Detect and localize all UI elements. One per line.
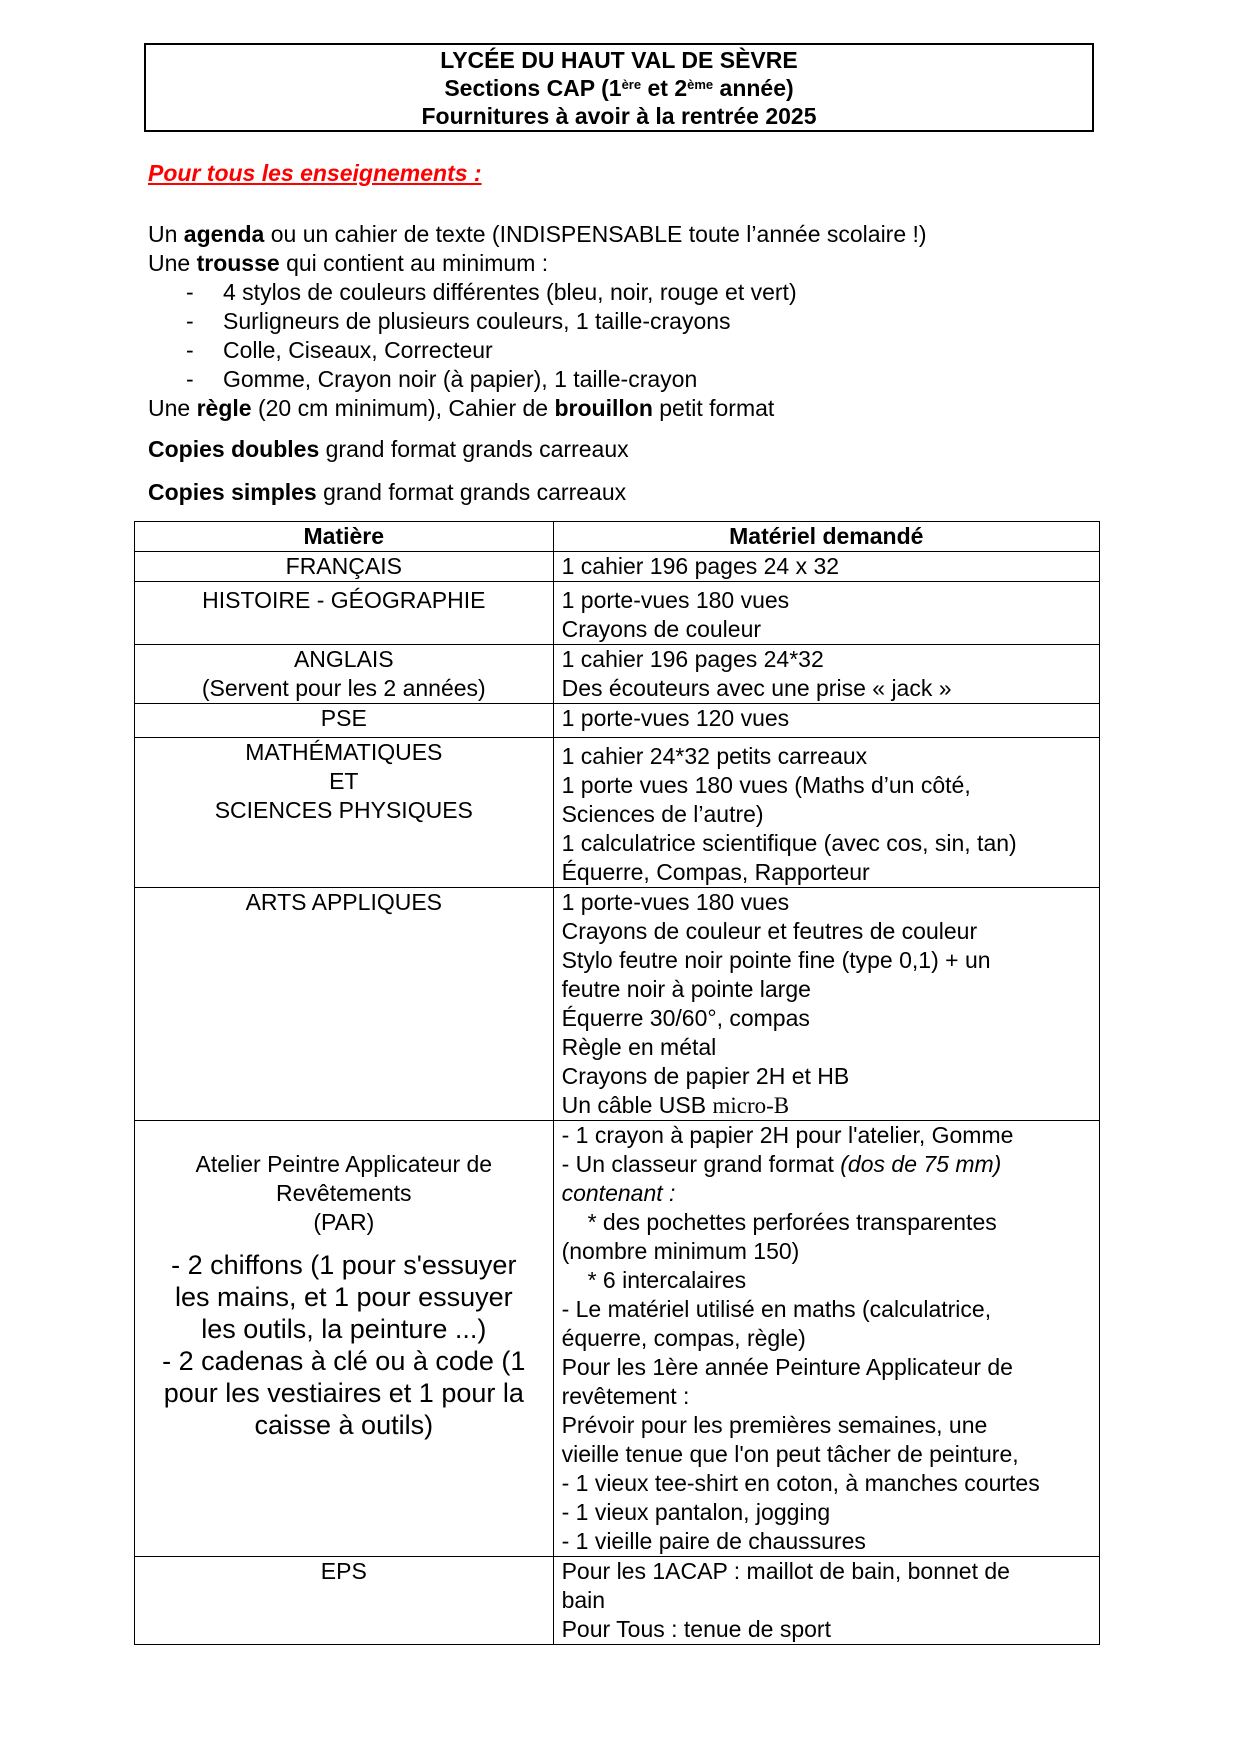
material-line: Des écouteurs avec une prise « jack »: [561, 675, 952, 701]
text: (20 cm minimum), Cahier de: [251, 395, 555, 421]
material-line: Crayons de couleur et feutres de couleur: [561, 918, 978, 944]
subject-line: Revêtements: [276, 1180, 412, 1206]
text-bold: règle: [196, 395, 252, 421]
list-item-text: Surligneurs de plusieurs couleurs, 1 taille-crayons: [223, 308, 731, 334]
copies-simples: [148, 479, 626, 506]
material-cell: [553, 645, 1099, 704]
text-bold: brouillon: [554, 395, 653, 421]
list-item: [148, 336, 927, 365]
subject-cell: PSE: [135, 704, 554, 738]
agenda-line: [148, 220, 927, 249]
header-subject: Matière: [135, 522, 554, 552]
material-line: bain: [561, 1587, 606, 1613]
title-box: [144, 43, 1094, 132]
general-supplies: [148, 220, 927, 423]
list-item: [148, 307, 927, 336]
subject-cell: [135, 645, 554, 704]
material-line: [562, 1091, 1091, 1120]
list-item-text: Gomme, Crayon noir (à papier), 1 taille-crayon: [223, 366, 698, 392]
subject-extra-line: pour les vestiaires et 1 pour la: [163, 1378, 524, 1408]
material-cell: [553, 1557, 1099, 1645]
dash: -: [186, 308, 194, 334]
material-line: 1 cahier 196 pages 24*32: [561, 646, 824, 672]
text-bold: trousse: [196, 250, 280, 276]
material-line: Sciences de l’autre): [561, 801, 764, 827]
text: ou un cahier de texte (INDISPENSABLE toute l’année scolaire !): [264, 221, 927, 247]
material-cell: [553, 888, 1099, 1121]
subject-extra-line: - 2 chiffons (1 pour s'essuyer: [171, 1250, 517, 1280]
text-bold: Copies simples: [148, 479, 317, 505]
material-line: - 1 vieux tee-shirt en coton, à manches courtes: [561, 1470, 1040, 1496]
material-line: revêtement :: [561, 1383, 690, 1409]
material-cell: [553, 552, 1099, 582]
list-item-text: Colle, Ciseaux, Correcteur: [223, 337, 493, 363]
table-row: [135, 1557, 1100, 1645]
school-name: LYCÉE DU HAUT VAL DE SÈVRE: [440, 47, 798, 73]
list-item: [148, 278, 927, 307]
subject-cell: EPS: [135, 1557, 554, 1645]
sections-text: Sections CAP (1: [444, 75, 622, 101]
subject-line: SCIENCES PHYSIQUES: [214, 797, 473, 823]
material-line: Équerre, Compas, Rapporteur: [561, 859, 870, 885]
table-header-row: [135, 522, 1100, 552]
text: grand format grands carreaux: [319, 436, 629, 462]
material-line: Prévoir pour les premières semaines, une: [561, 1412, 988, 1438]
subject-line: ET: [329, 768, 359, 794]
material-line: Règle en métal: [561, 1034, 717, 1060]
table-row: [135, 738, 1100, 888]
supplies-title: Fournitures à avoir à la rentrée 2025: [421, 103, 817, 129]
sections-line: [146, 74, 1092, 102]
subject-cell: [135, 1121, 554, 1557]
material-cell: [553, 738, 1099, 888]
material-line: * 6 intercalaires: [587, 1267, 747, 1293]
subject-extra-line: les outils, la peinture ...): [201, 1314, 487, 1344]
material-line: [562, 1150, 1091, 1179]
text: grand format grands carreaux: [316, 479, 627, 505]
supplies-table: [134, 521, 1100, 1645]
material-line: Pour les 1ACAP : maillot de bain, bonnet de: [561, 1558, 1010, 1584]
material-cell: [553, 704, 1099, 738]
sections-text: année): [713, 75, 794, 101]
copies-doubles: [148, 436, 629, 463]
material-line: équerre, compas, règle): [561, 1325, 806, 1351]
text-italic: (dos de 75 mm): [840, 1151, 1002, 1177]
text: qui contient au minimum :: [279, 250, 549, 276]
dash: -: [186, 279, 194, 305]
subject-line: MATHÉMATIQUES: [245, 739, 443, 765]
text-serif: micro-B: [712, 1093, 790, 1118]
material-line: [562, 1179, 1091, 1208]
material-line: - 1 vieille paire de chaussures: [561, 1528, 866, 1554]
material-line: (nombre minimum 150): [561, 1238, 800, 1264]
material-cell: [553, 582, 1099, 645]
text: Un: [148, 221, 184, 247]
text: Un câble USB: [561, 1092, 713, 1118]
table-row: [135, 888, 1100, 1121]
material-line: - 1 vieux pantalon, jogging: [561, 1499, 831, 1525]
text: Une: [148, 395, 197, 421]
subject-line: ANGLAIS: [293, 646, 394, 672]
subject-extra-line: caisse à outils): [254, 1410, 434, 1440]
subject-line: Atelier Peintre Applicateur de: [195, 1151, 493, 1177]
material-line: 1 porte-vues 120 vues: [561, 705, 790, 731]
sections-text: et 2: [641, 75, 688, 101]
section-title: Pour tous les enseignements :: [148, 160, 482, 186]
list-item-text: 4 stylos de couleurs différentes (bleu, noir, rouge et vert): [223, 279, 797, 305]
subject-cell: HISTOIRE - GÉOGRAPHIE: [135, 582, 554, 645]
sup-first: ère: [621, 77, 642, 92]
material-line: - 1 crayon à papier 2H pour l'atelier, Gomme: [561, 1122, 1014, 1148]
subject-extra-line: les mains, et 1 pour essuyer: [174, 1282, 513, 1312]
trousse-line: [148, 249, 927, 278]
table-row: [135, 582, 1100, 645]
subject-extra-line: - 2 cadenas à clé ou à code (1: [162, 1346, 526, 1376]
regle-line: [148, 394, 927, 423]
list-item: [148, 365, 927, 394]
text-italic: contenant :: [561, 1180, 676, 1206]
material-line: Crayons de couleur: [561, 616, 762, 642]
table-row: [135, 645, 1100, 704]
material-line: * des pochettes perforées transparentes: [587, 1209, 997, 1235]
text-bold: agenda: [183, 221, 265, 247]
material-line: 1 cahier 24*32 petits carreaux: [561, 743, 868, 769]
material-line: vieille tenue que l'on peut tâcher de peinture,: [561, 1441, 1019, 1467]
subject-cell: ARTS APPLIQUES: [135, 888, 554, 1121]
material-line: feutre noir à pointe large: [561, 976, 811, 1002]
table-row: [135, 1121, 1100, 1557]
subject-line: (PAR): [313, 1209, 375, 1235]
material-line: 1 cahier 196 pages 24 x 32: [561, 553, 840, 579]
material-line: Pour Tous : tenue de sport: [561, 1616, 831, 1642]
table-row: [135, 552, 1100, 582]
material-line: Équerre 30/60°, compas: [561, 1005, 810, 1031]
material-line: Stylo feutre noir pointe fine (type 0,1) + un: [561, 947, 991, 973]
dash: -: [186, 366, 194, 392]
text: petit format: [652, 395, 775, 421]
material-line: 1 porte-vues 180 vues: [561, 889, 790, 915]
sup-second: ème: [687, 77, 714, 92]
header-material: Matériel demandé: [553, 522, 1099, 552]
spacer: [143, 1237, 545, 1249]
material-line: - Le matériel utilisé en maths (calculatrice,: [561, 1296, 992, 1322]
subject-line: (Servent pour les 2 années): [201, 675, 486, 701]
subject-cell: [135, 738, 554, 888]
table-row: [135, 704, 1100, 738]
material-line: 1 calculatrice scientifique (avec cos, sin, tan): [561, 830, 1017, 856]
material-line: Pour les 1ère année Peinture Applicateur de: [561, 1354, 1013, 1380]
subject-cell: FRANÇAIS: [135, 552, 554, 582]
text-bold: Copies doubles: [148, 436, 320, 462]
material-cell: [553, 1121, 1099, 1557]
text: Une: [148, 250, 197, 276]
material-line: 1 porte vues 180 vues (Maths d’un côté,: [561, 772, 971, 798]
material-line: 1 porte-vues 180 vues: [561, 587, 790, 613]
text: - Un classeur grand format: [561, 1151, 841, 1177]
trousse-list: [148, 278, 927, 394]
dash: -: [186, 337, 194, 363]
material-line: Crayons de papier 2H et HB: [561, 1063, 850, 1089]
